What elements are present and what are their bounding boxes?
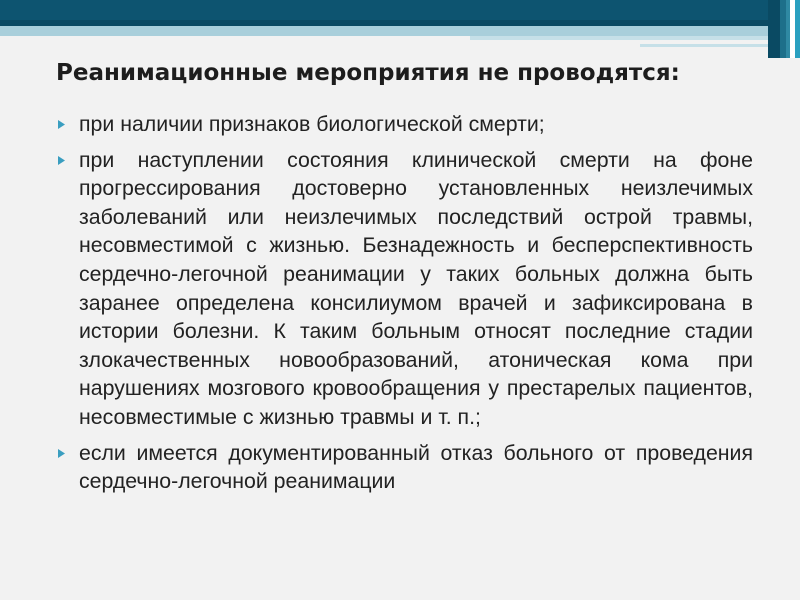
header-banner-graphic [0, 0, 800, 58]
slide-title: Реанимационные мероприятия не проводятся: [56, 60, 680, 86]
header-banner [0, 0, 800, 58]
bullet-marker-icon [58, 449, 65, 458]
bullet-marker-icon [58, 120, 65, 129]
bullet-text: при наступлении состояния клинической смерти на фоне прогрессирования достоверно установленных неизлечимых заболеваний или неизлечимых последствий острой травмы, несовместимой с жизнью. Безнадежность и бесперспективность сердечно-легочной реанимации у таких больных должна быть заранее определена консилиумом врачей и зафиксирована в истории болезни. К таким больным относят последние стадии злокачественных новообразований, атоническая кома при нарушениях мозгового кровообращения у престарелых пациентов, несовместимые с жизнью травмы и т. п.; [79, 147, 753, 429]
list-item [57, 146, 753, 432]
bullet-marker-icon [58, 156, 65, 165]
bullet-list [57, 110, 753, 503]
bullet-text: при наличии признаков биологической смерти; [79, 112, 545, 136]
bullet-text: если имеется документированный отказ больного от проведения сердечно-легочной реанимации [79, 440, 753, 494]
list-item [57, 110, 753, 139]
list-item [57, 439, 753, 496]
